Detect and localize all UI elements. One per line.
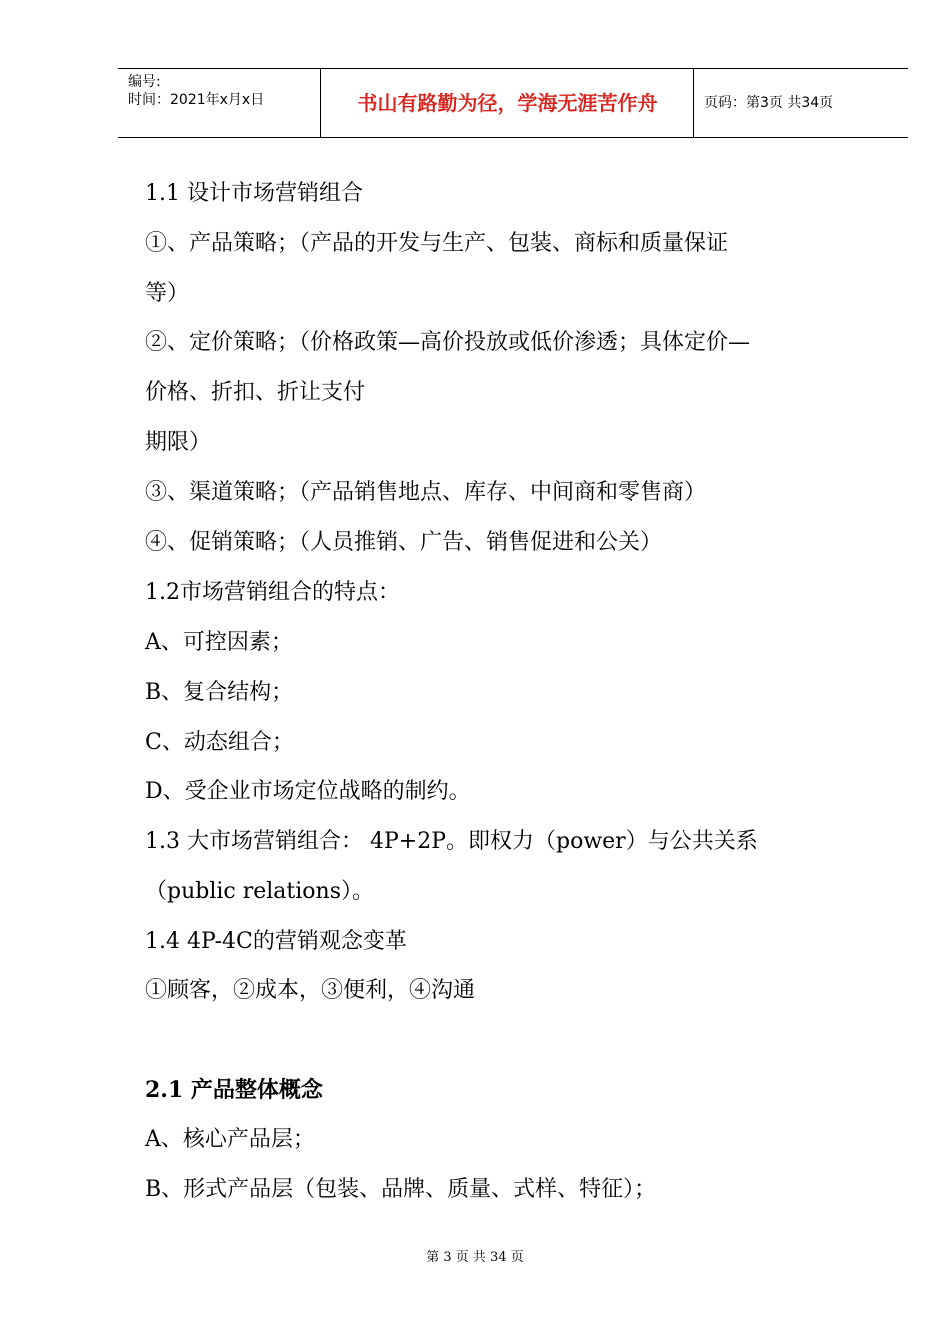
text-line: ①、产品策略；（产品的开发与生产、包装、商标和质量保证: [145, 231, 729, 256]
section-heading-1-3: 1.3 大市场营销组合： 4P+2P。即权力（power）与公共关系: [145, 829, 758, 854]
list-item: B、复合结构；: [145, 680, 294, 705]
list-item: B、形式产品层（包装、品牌、质量、式样、特征）；: [145, 1177, 657, 1202]
time-label: 时间：2021年x月x日: [128, 92, 265, 108]
list-item: A、核心产品层；: [145, 1127, 315, 1152]
text-line: ①顾客，②成本，③便利，④沟通: [145, 978, 476, 1003]
code-label: 编号:: [128, 74, 161, 90]
section-heading-1-2: 1.2市场营销组合的特点：: [145, 580, 400, 605]
text-line: （public relations）。: [145, 879, 374, 904]
header-page-cell: [693, 69, 909, 137]
text-line: ③、渠道策略；（产品销售地点、库存、中间商和零售商）: [145, 480, 707, 505]
page-number-label: 页码：第3页 共34页: [704, 95, 834, 111]
text-line: ②、定价策略；（价格政策—高价投放或低价渗透；具体定价—: [145, 330, 751, 355]
text-line: 价格、折扣、折让支付: [145, 380, 366, 405]
motto: 书山有路勤为径，学海无涯苦作舟: [357, 91, 658, 115]
text-line: 期限）: [145, 430, 212, 455]
list-item: C、动态组合；: [145, 730, 294, 755]
list-item: A、可控因素；: [145, 630, 293, 655]
text-line: 等）: [145, 281, 190, 306]
section-heading-2-1: 2.1 产品整体概念: [145, 1077, 323, 1103]
header-info-cell: [118, 69, 320, 137]
page-footer: 第 3 页 共 34 页: [426, 1250, 524, 1265]
section-heading-1-1: 1.1 设计市场营销组合: [145, 181, 363, 206]
section-heading-1-4: 1.4 4P-4C的营销观念变革: [145, 929, 407, 954]
text-line: ④、促销策略；（人员推销、广告、销售促进和公关）: [145, 530, 663, 555]
list-item: D、受企业市场定位战略的制约。: [145, 779, 471, 804]
page-header: [118, 68, 908, 138]
header-motto-cell: [320, 69, 694, 137]
